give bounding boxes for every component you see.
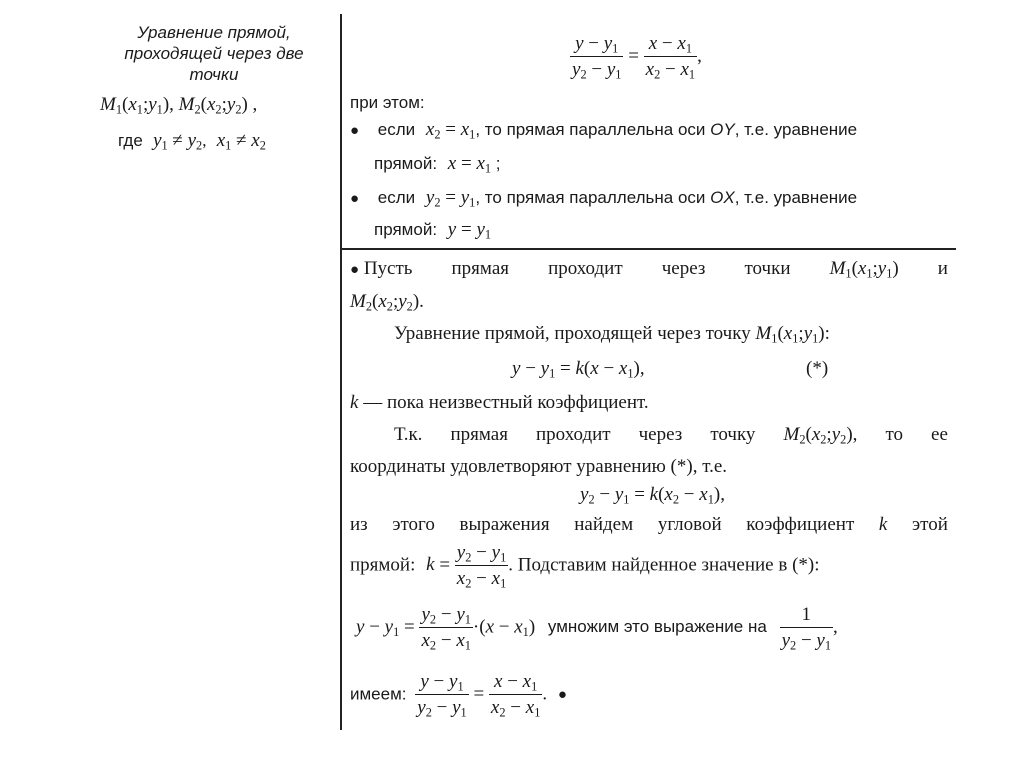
proof-line-11-one: 1 [780,605,833,628]
bullet-1-line-2: прямой: $x = x_1$ ; [374,153,501,176]
proof-word: Т.к. [394,424,423,445]
bullet-2-line-2: прямой: $y = y_1$ [374,219,492,242]
proof-line-3-text: Уравнение прямой, проходящей через точку [394,323,751,344]
proof-line-12: имеем: $\frac{y - y_1}{y_2 - y_1}$ = $\frac{x - x_1}{x_2 - x_1}$ . ● [350,671,567,720]
left-heading-line-3: точки [189,65,239,84]
table-vertical-divider [340,14,342,730]
bullet-1-if: если [377,120,416,139]
equation-star-label: (*) [806,358,829,379]
bullet-1-text: , то прямая параллельна оси [475,120,706,139]
two-point-equation: $\frac{y - y_1}{y_2 - y_1}$ = $\frac{x - x_1}{x_2 - x_1}$ , [572,33,702,82]
proof-word: точки [744,258,791,279]
proof-word: через [661,258,706,279]
proof-line-12-label: имеем: [350,684,407,704]
table-horizontal-divider [340,248,956,250]
left-ineq-sep: , [202,131,207,150]
proof-line-3: Уравнение прямой, проходящей через точку $M_1(x_1;y_1)$: [394,323,830,346]
left-points: $M_1(x_1;y_1)$, $M_2(x_2;y_2)$ , [100,94,258,117]
proof-word: прямая [451,258,509,279]
proof-word: через [638,424,683,445]
left-where: где [118,131,143,150]
proof-line-2: $M_2(x_2;y_2)$. [350,291,424,314]
proof-line-9: из этого выражения найдем угловой коэффициент k этой [350,514,948,535]
proof-line-11-tail: , [833,616,838,638]
proof-line-10-text: . Подставим найденное значение в (*): [508,554,820,576]
bullet-2-if: если [377,188,416,207]
proof-line-11-text: умножим это выражение на [547,617,767,637]
bullet-1-marker: ● [350,122,360,139]
left-condition: где $y_1 \ne y_2$, $x_1 \ne x_2$ [118,130,266,153]
proof-word: выражения [459,514,550,535]
left-heading-line-1: Уравнение прямой, [137,23,291,42]
proof-word: найдем [574,514,634,535]
proof-word: точку [710,424,756,445]
proof-line-11: $y - y_1$ = $\frac{y_2 - y_1}{x_2 - x_1}$ $\cdot(x - x_1)$ умножим это выражение на $\frac{1}{y_2 - y_1}$ , [356,604,838,653]
two-point-equation-tail: , [697,45,702,67]
proof-line-10: прямой: k = $\frac{y_2 - y_1}{x_2 - x_1}$ . Подставим найденное значение в (*): [350,542,820,591]
proof-word: то [885,424,903,445]
proof-line-7: координаты удовлетворяют уравнению (*), т.е. [350,456,728,477]
proof-line-6: Т.к. прямая проходит через точку $M_2(x_2;y_2)$, то ее [394,424,948,447]
proof-word: коэффициент [746,514,855,535]
proof-line-2-tail: . [419,291,424,312]
proof-word: прямая [450,424,508,445]
note-intro: при этом: [350,93,425,112]
bullet-1-axis: OY [710,120,735,139]
bullet-2-text-2: , т.е. уравнение [734,188,858,207]
proof-word: из [350,514,368,535]
left-heading [98,22,330,85]
left-heading-line-2: проходящей через две [124,44,304,63]
bullet-2-marker: ● [350,190,360,207]
proof-word: этого [392,514,435,535]
proof-line-4-tail: , [639,358,645,379]
proof-line-5: k — пока неизвестный коэффициент. [350,392,649,413]
left-points-sep: , [169,94,174,115]
proof-line-4-equation: $y - y_1 = k(x - x_1)$, [512,358,645,381]
bullet-1-tail: ; [495,154,501,173]
bullet-2-label: прямой: [374,220,438,239]
proof-line-1: ● Пусть прямая проходит через точки $M_1(x_1;y_1)$ и [350,258,948,281]
proof-line-3-tail: : [824,323,830,344]
bullet-1-text-2: , т.е. уравнение [734,120,858,139]
proof-line-10-label: прямой: [350,554,416,576]
proof-word: этой [912,514,948,535]
proof-word: ее [931,424,948,445]
proof-line-8-tail: , [720,484,725,505]
bullet-1-line-1: ● если $x_2 = x_1$, то прямая параллельна оси OY, т.е. уравнение [350,119,858,142]
bullet-1-label: прямой: [374,154,438,173]
bullet-2-line-1: ● если $y_2 = y_1$, то прямая параллельна оси OX, т.е. уравнение [350,187,858,210]
proof-word: , [852,424,858,445]
proof-word: Пусть [363,258,413,279]
proof-word: проходит [536,424,611,445]
proof-word: угловой [657,514,722,535]
proof-bullet-icon: ● [350,262,360,278]
bullet-2-text: , то прямая параллельна оси [475,188,706,207]
bullet-2-axis: OX [710,188,735,207]
proof-line-5-text: — пока неизвестный коэффициент. [363,392,649,413]
proof-word: проходит [548,258,623,279]
proof-line-8-equation: $y_2 - y_1 = k(x_2 - x_1)$, [580,484,725,507]
proof-end-marker-icon: ● [557,687,567,704]
proof-line-12-tail: . [542,683,548,705]
proof-word: и [937,258,948,279]
